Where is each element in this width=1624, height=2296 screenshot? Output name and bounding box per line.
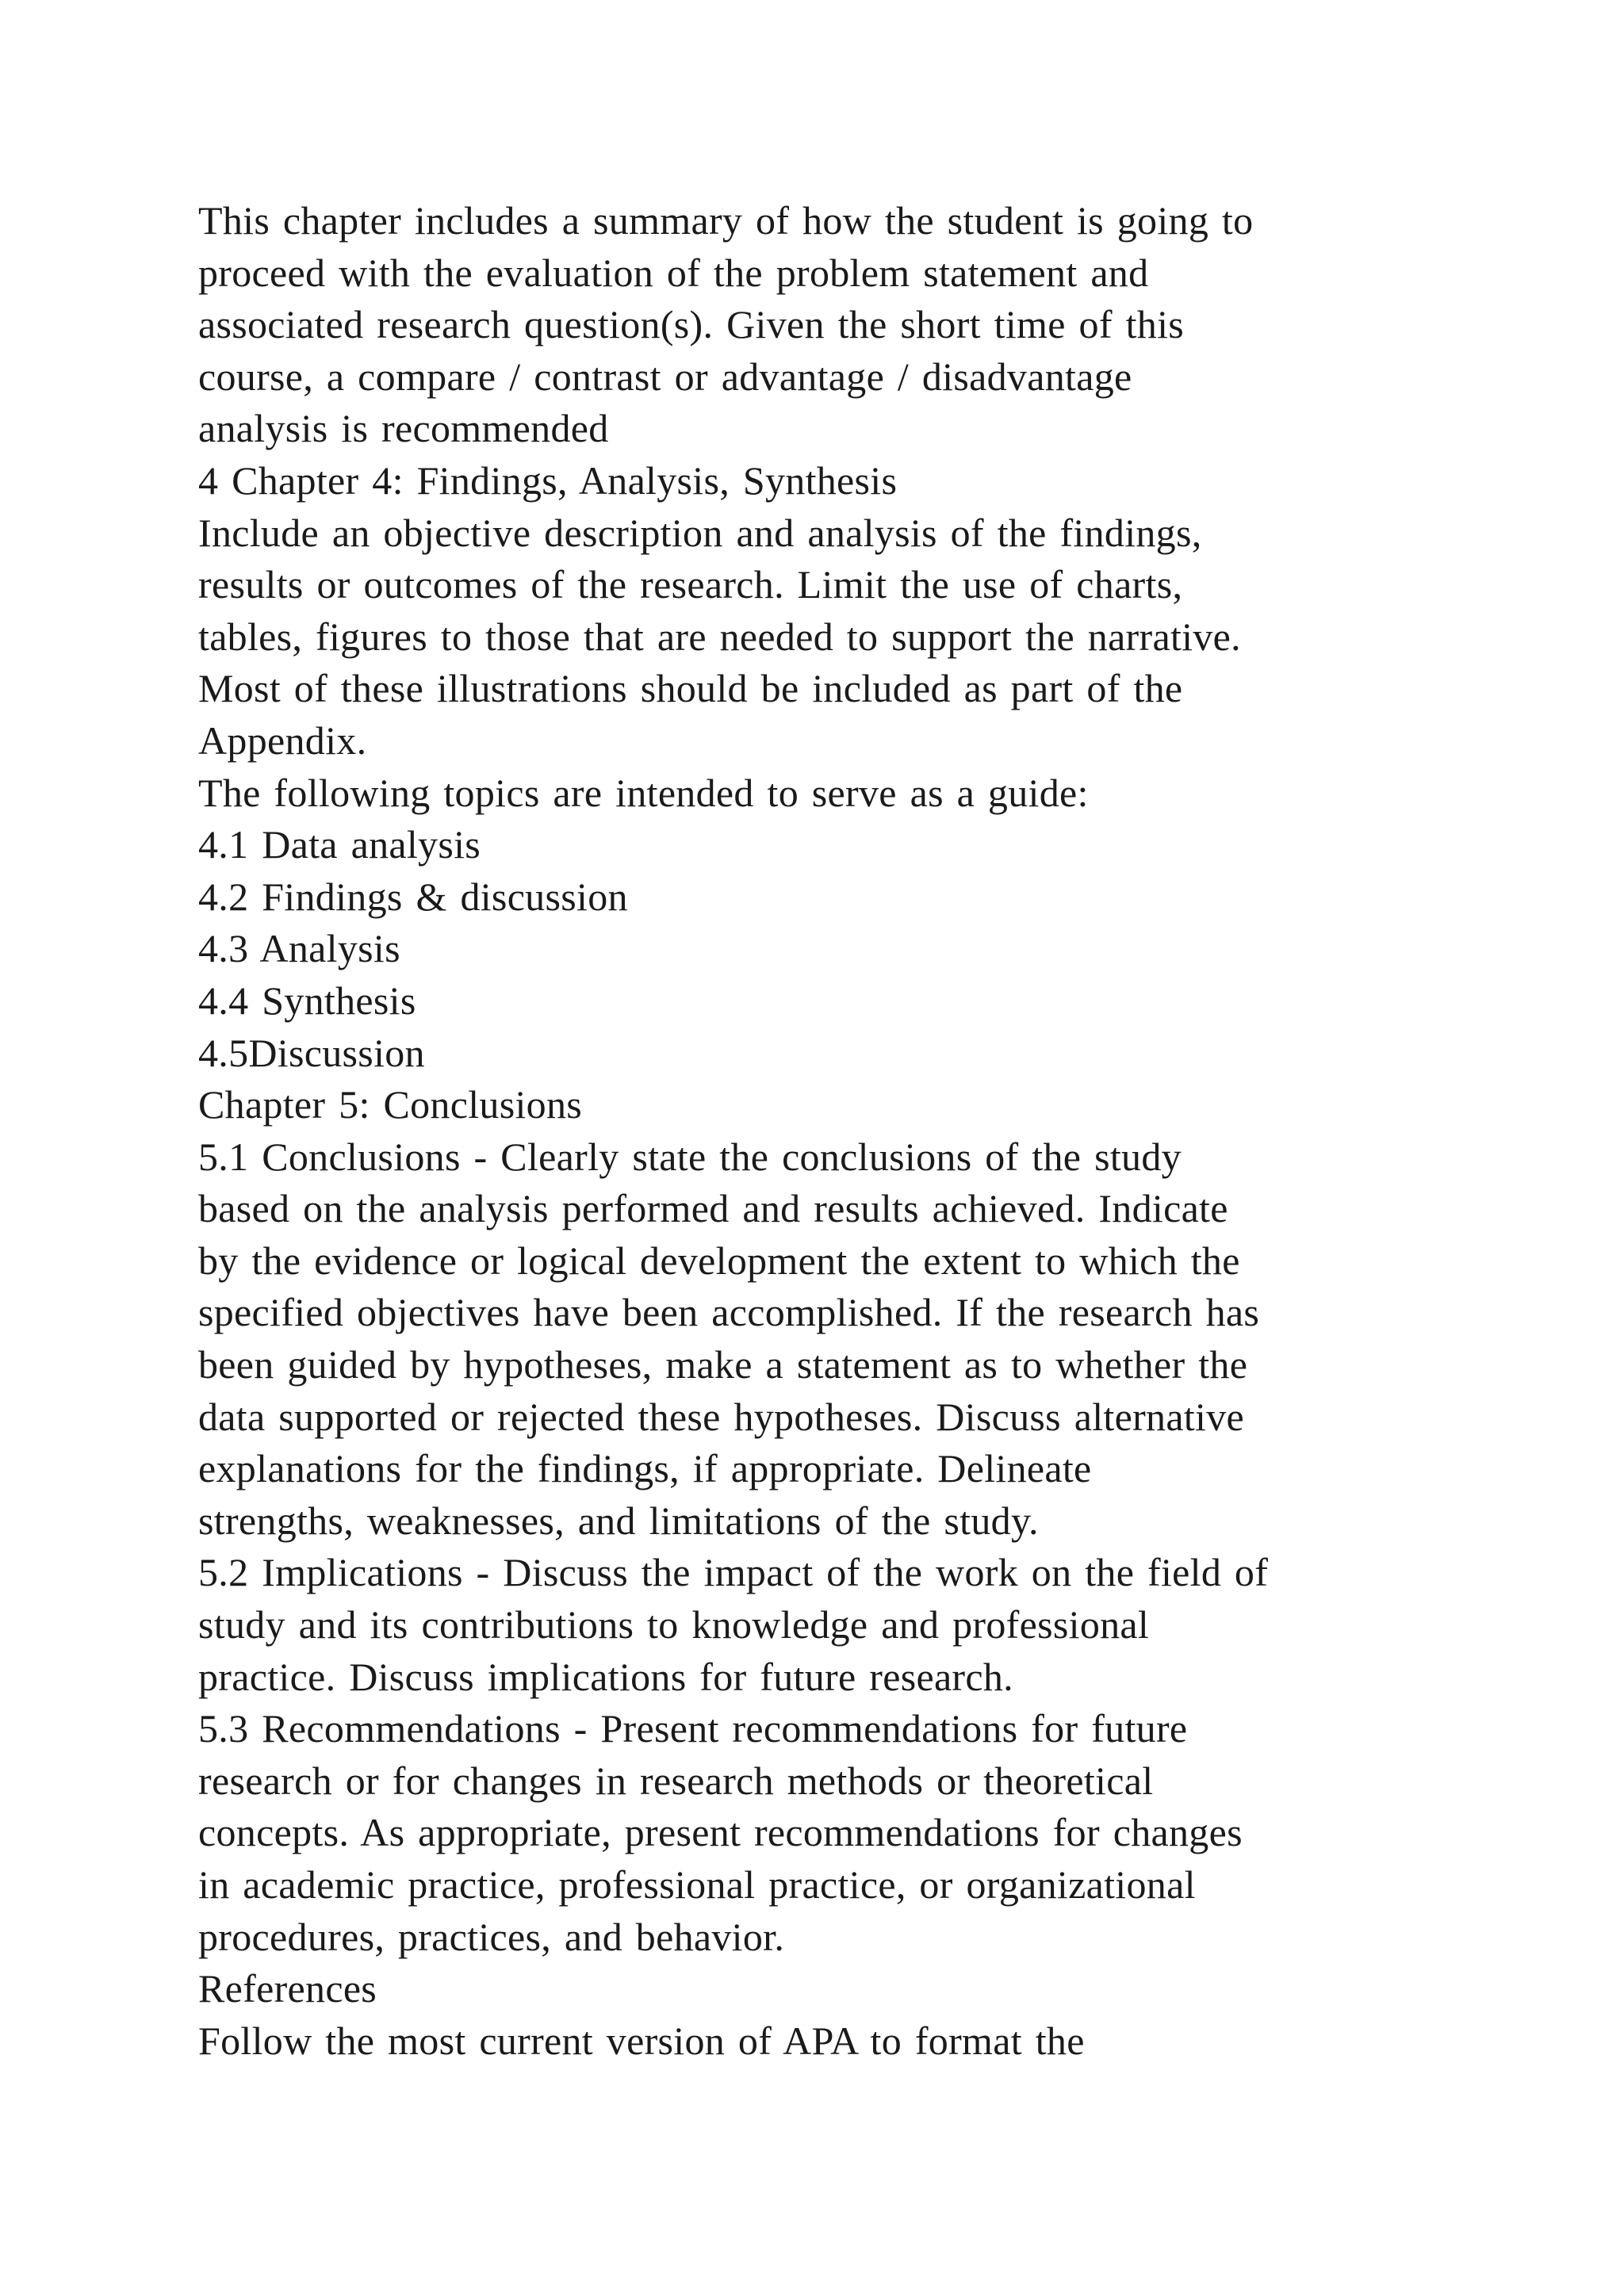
text-line: strengths, weaknesses, and limitations of the study. [198, 1498, 1039, 1543]
topic-item: 4.3 Analysis [198, 926, 400, 971]
topic-item: 4.1 Data analysis [198, 822, 481, 867]
topic-item: 4.2 Findings & discussion [198, 874, 628, 919]
text-line: in academic practice, professional practice, or organizational [198, 1862, 1196, 1907]
chapter-5-heading: Chapter 5: Conclusions [198, 1082, 583, 1127]
body-text [198, 195, 1467, 2067]
text-line: Follow the most current version of APA to format the [198, 2018, 1085, 2063]
text-line: proceed with the evaluation of the problem statement and [198, 250, 1149, 295]
text-line: The following topics are intended to serve as a guide: [198, 770, 1089, 815]
text-line: course, a compare / contrast or advantage / disadvantage [198, 354, 1132, 399]
text-line: 5.1 Conclusions - Clearly state the conclusions of the study [198, 1134, 1182, 1179]
text-line: Appendix. [198, 718, 367, 763]
text-line: Most of these illustrations should be included as part of the [198, 666, 1183, 711]
text-line: research or for changes in research methods or theoretical [198, 1758, 1154, 1803]
text-line: 5.2 Implications - Discuss the impact of the work on the field of [198, 1550, 1269, 1595]
topic-item: 4.4 Synthesis [198, 978, 416, 1023]
text-line: data supported or rejected these hypotheses. Discuss alternative [198, 1394, 1245, 1439]
text-line: by the evidence or logical development the extent to which the [198, 1238, 1240, 1283]
text-line: Include an objective description and analysis of the findings, [198, 510, 1202, 555]
text-line: specified objectives have been accomplished. If the research has [198, 1290, 1260, 1335]
text-line: procedures, practices, and behavior. [198, 1914, 785, 1959]
text-line: explanations for the findings, if appropriate. Delineate [198, 1446, 1092, 1491]
text-line: tables, figures to those that are needed to support the narrative. [198, 614, 1241, 659]
text-line: results or outcomes of the research. Limit the use of charts, [198, 562, 1183, 607]
text-line: analysis is recommended [198, 406, 609, 451]
topic-item: 4.5Discussion [198, 1030, 425, 1075]
references-heading: References [198, 1966, 377, 2011]
text-line: based on the analysis performed and results achieved. Indicate [198, 1186, 1228, 1231]
text-line: This chapter includes a summary of how the student is going to [198, 198, 1254, 243]
text-line: associated research question(s). Given the short time of this [198, 302, 1185, 347]
chapter-4-heading: 4 Chapter 4: Findings, Analysis, Synthesis [198, 457, 898, 503]
text-line: practice. Discuss implications for future research. [198, 1654, 1013, 1699]
text-line: 5.3 Recommendations - Present recommendations for future [198, 1706, 1188, 1751]
text-line: concepts. As appropriate, present recommendations for changes [198, 1810, 1243, 1855]
text-line: study and its contributions to knowledge and professional [198, 1602, 1150, 1647]
text-line: been guided by hypotheses, make a statement as to whether the [198, 1342, 1248, 1387]
